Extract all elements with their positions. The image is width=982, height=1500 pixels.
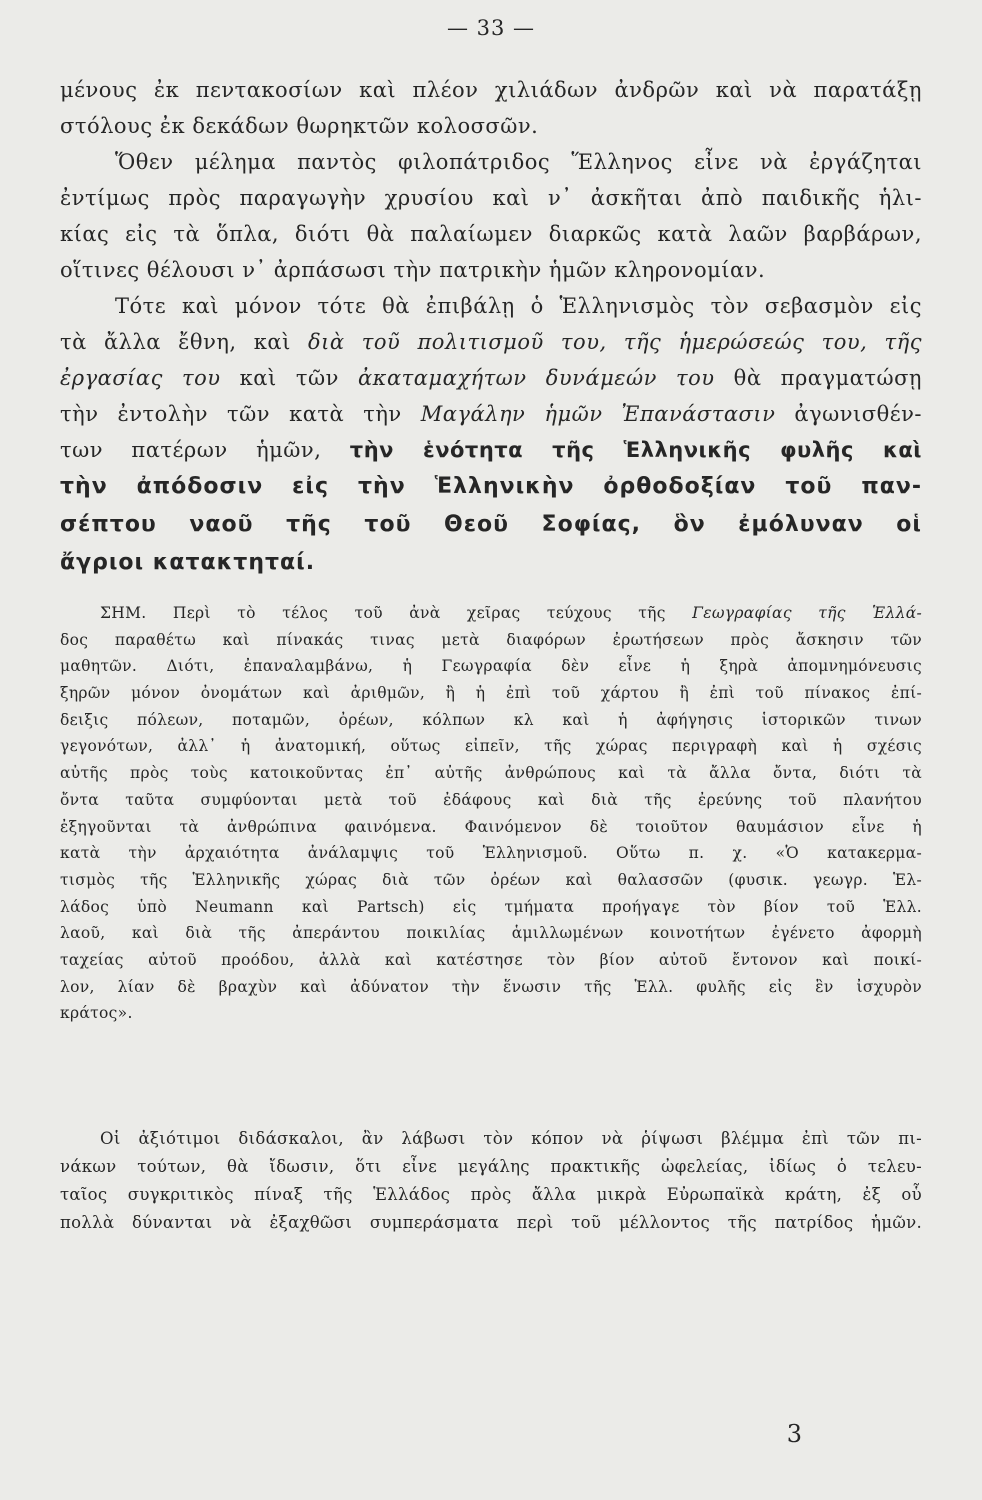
note-line: ὄντα ταῦτα συμφύονται μετὰ τοῦ ἐδάφους καὶ διὰ τῆς ἐρεύνης τοῦ πλανήτου [60,790,922,809]
page-number: — 33 — [446,16,536,40]
text-line [60,432,922,468]
text-line: οἵτινες θέλουσι ν᾿ ἀρπάσωσι τὴν πατρικὴν ἡμῶν κληρονομίαν. [60,258,766,282]
text-line: Ὅθεν μέλημα παντὸς φιλοπάτριδος Ἕλληνος εἶνε νὰ ἐργάζηται [115,150,922,174]
text-line [60,396,922,432]
signature-mark: 3 [786,1420,802,1448]
text-run: τὰ ἄλλα ἔθνη, καὶ [60,330,309,354]
note-line: αὐτῆς πρὸς τοὺς κατοικοῦντας ἐπ᾿ αὐτῆς ἀνθρώπους καὶ τὰ ἄλλα ὄντα, διότι τὰ [60,764,922,783]
text-run: καὶ τῶν [220,366,358,390]
note-label: ΣΗΜ. [100,604,147,622]
text-line [60,324,922,360]
note-line: κράτος». [60,1004,133,1023]
text-run: των πατέρων ἡμῶν, [60,438,350,462]
bold-line: ἄγριοι κατακτηταί. [60,550,316,575]
text-line: στόλους ἐκ δεκάδων θωρηκτῶν κολοσσῶν. [60,114,539,138]
text-line: ταῖος συγκριτικὸς πίναξ τῆς Ἑλλάδος πρὸς ἄλλα μικρὰ Εὐρωπαϊκὰ κράτη, ἐξ οὗ [60,1185,922,1204]
note-line: μαθητῶν. Διότι, ἐπαναλαμβάνω, ἡ Γεωγραφία δὲν εἶνε ἡ ξηρὰ ἀπομνημόνευσις [60,657,922,676]
italic-run: διὰ τοῦ πολιτισμοῦ του, τῆς ἡμερώσεώς του, τῆς [308,330,922,354]
italic-run: ἐργασίας του [60,366,221,390]
note-line: δειξις πόλεων, ποταμῶν, ὀρέων, κόλπων κλ καὶ ἡ ἀφήγησις ἱστορικῶν τινων [60,710,922,729]
note-line: λάδος ὑπὸ Neumann καὶ Partsch) εἰς τμήματα προήγαγε τὸν βίον τοῦ Ἑλλ. [60,897,922,916]
note-line: γεγονότων, ἀλλ᾿ ἡ ἀνατομική, οὕτως εἰπεῖν, τῆς χώρας περιγραφὴ καὶ ἡ σχέσις [60,737,922,756]
text-line: ἐντίμως πρὸς παραγωγὴν χρυσίου καὶ ν᾿ ἀσκῆται ἀπὸ παιδικῆς ἡλι- [60,186,922,210]
text-line: νάκων τούτων, θὰ ἴδωσιν, ὅτι εἶνε μεγάλης πρακτικῆς ὠφελείας, ἰδίως ὁ τελευ- [60,1157,922,1176]
text-run: ἀγωνισθέν- [775,402,922,426]
note-line: ἐξηγοῦνται τὰ ἀνθρώπινα φαινόμενα. Φαινόμενον δὲ τοιοῦτον θαυμάσιον εἶνε ἡ [60,817,922,836]
bold-run: τὴν ἑνότητα τῆς Ἑλληνικῆς φυλῆς καὶ [349,438,922,462]
italic-run: Γεωγραφίας τῆς Ἑλλά- [692,604,922,622]
text-line: πολλὰ δύνανται νὰ ἐξαχθῶσι συμπεράσματα περὶ τοῦ μέλλοντος τῆς πατρίδος ἡμῶν. [60,1213,922,1232]
bold-line: σέπτου ναοῦ τῆς τοῦ Θεοῦ Σοφίας, ὃν ἐμόλυναν οἱ [60,512,922,537]
bold-line: τὴν ἀπόδοσιν εἰς τὴν Ἑλληνικὴν ὀρθοδοξίαν τοῦ παν- [60,474,922,499]
main-text [60,72,922,582]
text-line: Οἱ ἀξιότιμοι διδάσκαλοι, ἂν λάβωσι τὸν κόπον νὰ ῥίψωσι βλέμμα ἐπὶ τῶν πι- [100,1129,922,1148]
text-run: θὰ πραγματώσῃ [714,366,922,390]
text-run: τὴν ἐντολὴν τῶν κατὰ τὴν [60,402,421,426]
text-line: Τότε καὶ μόνον τότε θὰ ἐπιβάλῃ ὁ Ἑλληνισμὸς τὸν σεβασμὸν εἰς [115,294,922,318]
note-line: ξηρῶν μόνον ὀνομάτων καὶ ἀριθμῶν, ἢ ἡ ἐπὶ τοῦ χάρτου ἢ ἐπὶ τοῦ πίνακος ἐπί- [60,684,922,703]
closing-paragraph [60,1125,922,1237]
note-line [60,600,922,627]
text-line: μένους ἐκ πεντακοσίων καὶ πλέον χιλιάδων ἀνδρῶν καὶ νὰ παρατάξῃ [60,78,922,102]
note-line: ταχείας αὐτοῦ προόδου, ἀλλὰ καὶ κατέστησε τὸν βίον αὐτοῦ ἔντονον καὶ ποικί- [60,950,922,969]
italic-run: Μαγάλην ἡμῶν Ἐπανάστασιν [420,402,776,426]
text-line [60,360,922,396]
footnote [60,600,922,1027]
text-run: Περὶ τὸ τέλος τοῦ ἀνὰ χεῖρας τεύχους τῆς [146,604,693,622]
note-line: λαοῦ, καὶ διὰ τῆς ἀπεράντου ποικιλίας ἁμιλλωμένων κοινοτήτων ἐγένετο ἀφορμὴ [60,924,922,943]
note-line: δος παραθέτω καὶ πίνακάς τινας μετὰ διαφόρων ἐρωτήσεων πρὸς ἄσκησιν τῶν [60,630,922,649]
italic-run: ἀκαταμαχήτων δυνάμεών του [358,366,715,390]
note-line: τισμὸς τῆς Ἑλληνικῆς χώρας διὰ τῶν ὀρέων καὶ θαλασσῶν (φυσικ. γεωγρ. Ἑλ- [60,870,922,889]
text-line: κίας εἰς τὰ ὅπλα, διότι θὰ παλαίωμεν διαρκῶς κατὰ λαῶν βαρβάρων, [60,222,922,246]
note-line: λον, λίαν δὲ βραχὺν καὶ ἀδύνατον τὴν ἕνωσιν τῆς Ἑλλ. φυλῆς εἰς ἓν ἰσχυρὸν [60,977,922,996]
note-line: κατὰ τὴν ἀρχαιότητα ἀνάλαμψις τοῦ Ἑλληνισμοῦ. Οὕτω π. χ. «Ὁ κατακερμα- [60,844,922,863]
